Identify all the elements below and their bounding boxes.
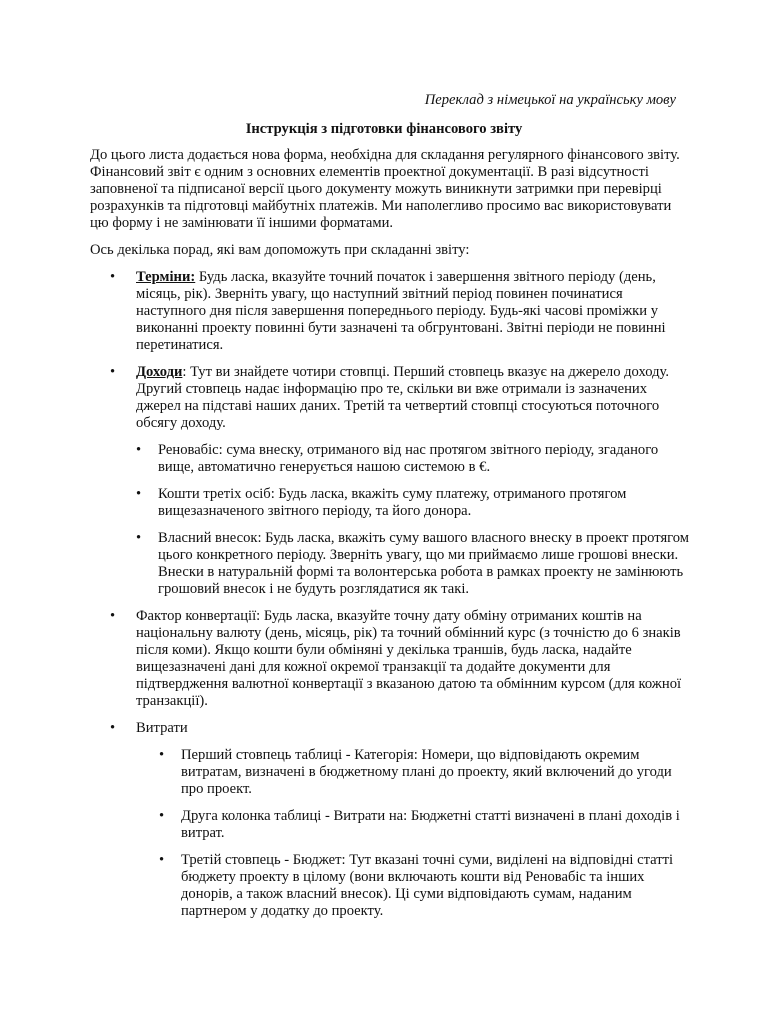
term-label: Доходи bbox=[136, 364, 183, 380]
sub-item-text: Перший стовпець таблиці - Категорія: Номери, що відповідають окремим витратам, визначені в бюджетному плані до проекту, який включений до угоди про проект. bbox=[181, 747, 672, 797]
sub-item bbox=[136, 530, 690, 598]
sub-item bbox=[136, 747, 690, 798]
bullet-icon: • bbox=[110, 269, 116, 285]
bullet-icon: • bbox=[136, 530, 142, 546]
sub-item-text: Кошти третіх осіб: Будь ласка, вкажіть суму платежу, отриманого протягом вищезазначеного звітного періоду, та його донора. bbox=[158, 486, 627, 519]
document-body bbox=[90, 147, 690, 930]
income-sublist bbox=[136, 442, 690, 598]
sub-item-text: Друга колонка таблиці - Витрати на: Бюджетні статті визначені в плані доходів і витрат. bbox=[181, 808, 680, 841]
document-title: Інструкція з підготовки фінансового звіту bbox=[245, 121, 523, 137]
tip-text: : Тут ви знайдете чотири стовпці. Перший стовпець вказує на джерело доходу. Другий стовпець надає інформацію про те, скільки ви вже отримали із зазначених джерел на підставі наших даних. Третій та четвертий стовпці стосуються поточного обсягу доходу. bbox=[136, 364, 670, 431]
sub-item bbox=[136, 808, 690, 842]
bullet-icon: • bbox=[159, 852, 165, 868]
tip-text: Будь ласка, вказуйте точний початок і завершення звітного періоду (день, місяць, рік). Зверніть увагу, що наступний звітний період повинен починатися наступного дня після завершення попереднього періоду. Будь-які часові проміжки у виконанні проекту повинні бути зазначені та обгрунтовані. Звітні періоди не повинні перетинатися. bbox=[136, 269, 666, 353]
term-label: Терміни: bbox=[136, 269, 196, 285]
tip-item-income bbox=[90, 364, 690, 598]
bullet-icon: • bbox=[159, 808, 165, 824]
bullet-icon: • bbox=[110, 720, 116, 736]
tip-text: Витрати bbox=[136, 720, 188, 736]
tip-item-conversion bbox=[90, 608, 690, 710]
expenses-sublist bbox=[136, 747, 690, 920]
sub-item bbox=[136, 852, 690, 920]
translation-note: Переклад з німецької на українську мову bbox=[424, 92, 676, 108]
sub-item-text: Третій стовпець - Бюджет: Тут вказані точні суми, виділені на відповідні статті бюджету проекту в цілому (вони включають кошти від Реновабіс та інших донорів, а також власний внесок). Ці суми відповідають сумам, наданим партнером у додатку до проекту. bbox=[181, 852, 674, 919]
intro-paragraph: До цього листа додається нова форма, необхідна для складання регулярного фінансового звіту. Фінансовий звіт є одним з основних елементів проектної документації. В разі відсутності заповненої та підписаної версії цього документу можуть виникнути затримки при перевірці розрахунків та підготовці майбутніх платежів. Ми наполегливо просимо вас використовувати цю форму і не замінювати її іншими форматами. bbox=[90, 147, 680, 231]
tips-list bbox=[90, 269, 690, 920]
sub-item bbox=[136, 486, 690, 520]
sub-item-text: Власний внесок: Будь ласка, вкажіть суму вашого власного внеску в проект протягом цього конкретного періоду. Зверніть увагу, що ми приймаємо лише грошові внески. Внески в натуральній формі та волонтерська робота в рамках проекту не замінюють грошовий внесок і не будуть розглядатися як такі. bbox=[158, 530, 690, 597]
sub-item bbox=[136, 442, 690, 476]
tip-text: Фактор конвертації: Будь ласка, вказуйте точну дату обміну отриманих коштів на національну валюту (день, місяць, рік) та точний обмінний курс (з точністю до 6 знаків після коми). Якщо кошти були обміняні у декілька траншів, будь ласка, надайте вищезазначені дані для кожної окремої транзакції та додайте документи для підтвердження валютної конвертації з вказаною датою та обмінним курсом (для кожної транзакції). bbox=[136, 608, 682, 709]
bullet-icon: • bbox=[136, 486, 142, 502]
tip-item-expenses bbox=[90, 720, 690, 920]
bullet-icon: • bbox=[110, 364, 116, 380]
bullet-icon: • bbox=[136, 442, 142, 458]
bullet-icon: • bbox=[159, 747, 165, 763]
lead-paragraph: Ось декілька порад, які вам допоможуть при складанні звіту: bbox=[90, 242, 470, 258]
bullet-icon: • bbox=[110, 608, 116, 624]
tip-item-terms bbox=[90, 269, 690, 354]
sub-item-text: Реновабіс: сума внеску, отриманого від нас протягом звітного періоду, згаданого вище, автоматично генерується нашою системою в €. bbox=[158, 442, 659, 475]
